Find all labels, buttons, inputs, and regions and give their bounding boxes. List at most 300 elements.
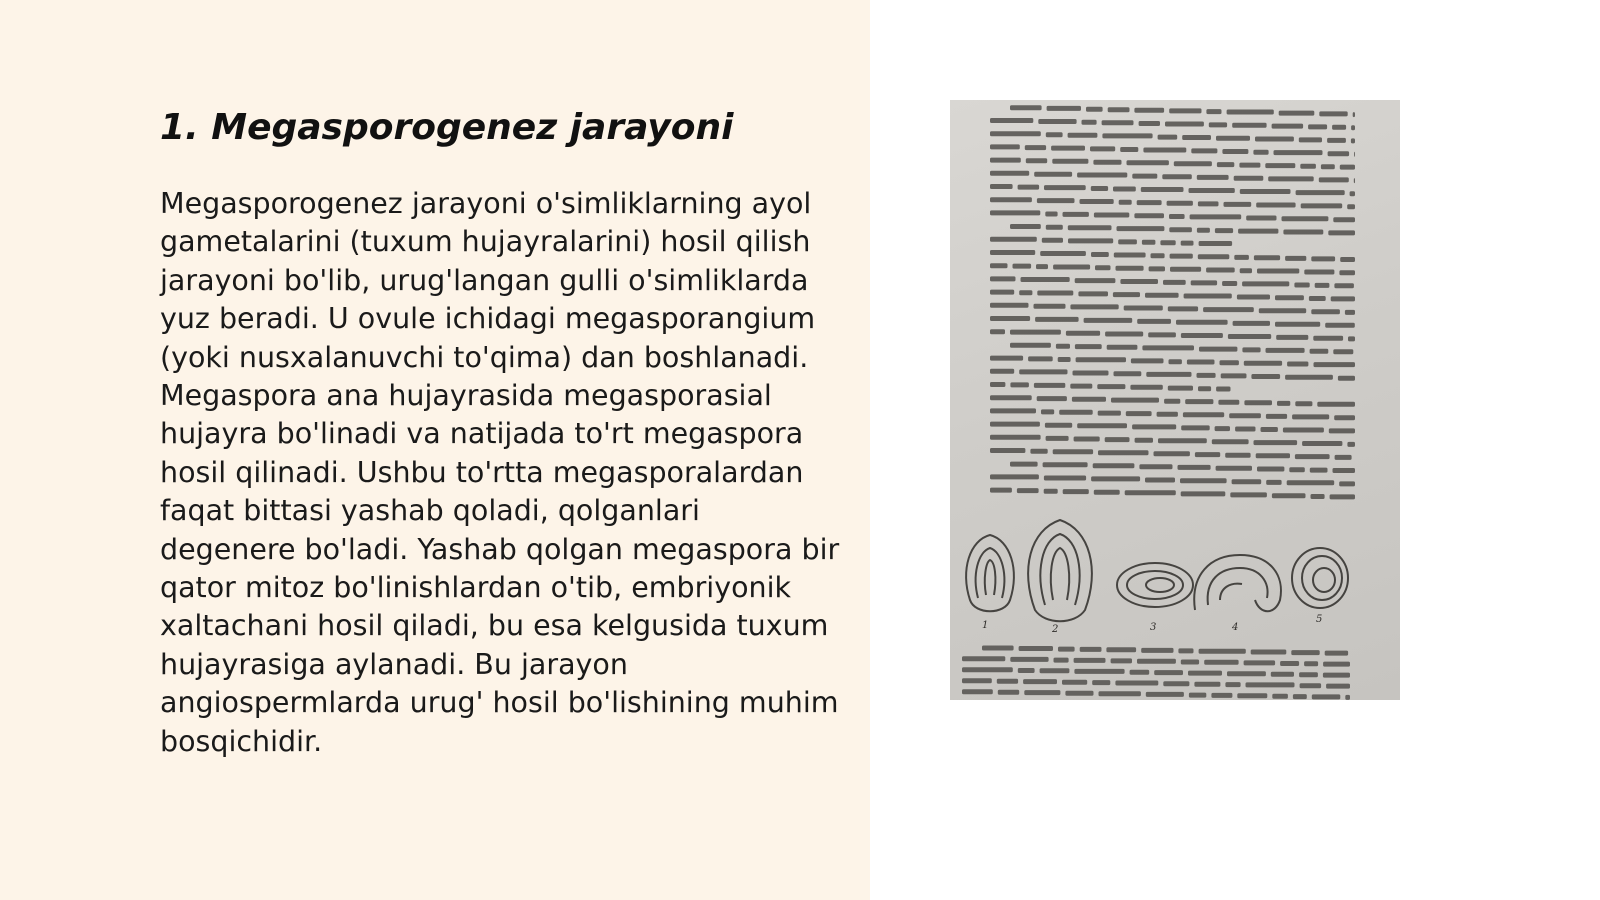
printed-text-line bbox=[1013, 264, 1032, 269]
printed-text-line bbox=[1034, 304, 1066, 309]
printed-text-line bbox=[1063, 212, 1089, 217]
ovule-illustrations bbox=[966, 520, 1348, 621]
printed-text-line bbox=[1282, 216, 1329, 221]
printed-text-line bbox=[990, 408, 1036, 413]
printed-text-line bbox=[1080, 199, 1114, 204]
printed-text-line bbox=[1176, 320, 1228, 325]
printed-text-line bbox=[990, 422, 1040, 427]
printed-text-line bbox=[1275, 322, 1320, 327]
printed-text-line bbox=[1321, 164, 1335, 169]
printed-text-line bbox=[1351, 138, 1355, 143]
printed-text-line bbox=[1287, 480, 1335, 485]
printed-text-line bbox=[1274, 150, 1323, 155]
printed-text-line bbox=[990, 210, 1040, 215]
printed-text-line bbox=[1353, 112, 1355, 117]
printed-text-line bbox=[1139, 121, 1160, 126]
printed-text-line bbox=[1046, 132, 1063, 137]
printed-text-line bbox=[1354, 178, 1355, 183]
printed-text-line bbox=[1312, 694, 1341, 699]
printed-text-line bbox=[1051, 146, 1085, 151]
figure-number: 5 bbox=[1316, 614, 1323, 625]
printed-text-line bbox=[1165, 122, 1204, 127]
printed-text-line bbox=[990, 144, 1020, 149]
printed-text-line bbox=[1199, 241, 1233, 246]
printed-text-line bbox=[1034, 383, 1065, 388]
printed-text-line bbox=[1035, 317, 1079, 322]
printed-text-line bbox=[1328, 151, 1350, 156]
printed-text-line bbox=[1191, 280, 1217, 285]
printed-text-line bbox=[1255, 137, 1294, 142]
printed-text-line bbox=[1010, 330, 1061, 335]
printed-text-line bbox=[1313, 336, 1343, 341]
printed-text-line bbox=[1162, 174, 1192, 179]
printed-text-line bbox=[1221, 373, 1247, 378]
printed-text-line bbox=[1113, 292, 1140, 297]
printed-text-line bbox=[1294, 283, 1309, 288]
printed-text-line bbox=[1132, 424, 1176, 429]
printed-text-line bbox=[1332, 125, 1346, 130]
printed-text-line bbox=[1062, 680, 1087, 685]
printed-text-line bbox=[1053, 449, 1093, 454]
printed-text-line bbox=[1198, 254, 1230, 259]
printed-text-line bbox=[1184, 294, 1232, 299]
printed-text-line bbox=[1070, 304, 1118, 309]
printed-text-line bbox=[1093, 160, 1121, 165]
printed-text-line bbox=[1094, 490, 1120, 495]
printed-text-line bbox=[1195, 452, 1220, 457]
printed-text-line bbox=[1120, 279, 1158, 284]
printed-text-line bbox=[1253, 150, 1268, 155]
printed-text-line bbox=[1285, 256, 1306, 261]
printed-text-line bbox=[1326, 684, 1350, 689]
printed-text-line bbox=[1158, 438, 1207, 443]
printed-text-line bbox=[1114, 371, 1142, 376]
printed-text-line bbox=[1082, 120, 1097, 125]
printed-text-line bbox=[1044, 489, 1058, 494]
printed-text-line bbox=[1319, 177, 1349, 182]
printed-text-line bbox=[1199, 649, 1246, 654]
printed-text-line bbox=[1111, 658, 1132, 663]
printed-text-line bbox=[1259, 308, 1306, 313]
printed-text-line bbox=[1041, 409, 1054, 414]
printed-text-line bbox=[990, 263, 1008, 268]
printed-text-line bbox=[1028, 356, 1053, 361]
printed-text-line bbox=[1225, 453, 1250, 458]
printed-text-line bbox=[1137, 319, 1171, 324]
printed-text-line bbox=[1070, 384, 1092, 389]
printed-text-line bbox=[1215, 426, 1230, 431]
printed-text-line bbox=[1311, 494, 1325, 499]
printed-text-line bbox=[1169, 108, 1201, 113]
printed-text-line bbox=[1077, 173, 1127, 178]
printed-text-line bbox=[1325, 323, 1355, 328]
printed-text-line bbox=[1197, 373, 1216, 378]
printed-text-line bbox=[1310, 468, 1328, 473]
printed-text-line bbox=[1216, 387, 1230, 392]
printed-text-line bbox=[1094, 213, 1129, 218]
printed-text-line bbox=[1222, 281, 1237, 286]
printed-text-line bbox=[1098, 411, 1121, 416]
printed-text-line bbox=[1338, 376, 1355, 381]
printed-text-line bbox=[1180, 478, 1227, 483]
printed-text-line bbox=[1256, 203, 1295, 208]
printed-text-line bbox=[1265, 163, 1295, 168]
printed-text-line bbox=[990, 171, 1029, 176]
printed-text-line bbox=[1119, 200, 1132, 205]
printed-text-line bbox=[1300, 164, 1316, 169]
printed-text-line bbox=[1181, 425, 1210, 430]
printed-text-line bbox=[1072, 397, 1106, 402]
printed-text-line bbox=[1142, 240, 1156, 245]
printed-text-line bbox=[1266, 348, 1305, 353]
printed-text-line bbox=[1074, 669, 1124, 674]
printed-text-line bbox=[1168, 386, 1193, 391]
printed-text-line bbox=[990, 316, 1030, 321]
printed-text-line bbox=[1190, 214, 1242, 219]
slide-title: 1. Megasporogenez jarayoni bbox=[160, 107, 734, 148]
printed-text-line bbox=[1224, 202, 1252, 207]
printed-text-line bbox=[997, 679, 1018, 684]
printed-text-line bbox=[1010, 224, 1041, 229]
printed-text-line bbox=[962, 667, 1013, 672]
figure-number-labels bbox=[982, 614, 1322, 635]
printed-text-line bbox=[1068, 238, 1113, 243]
printed-text-line bbox=[1311, 256, 1335, 261]
printed-text-line bbox=[1102, 133, 1152, 138]
printed-text-line bbox=[990, 250, 1035, 255]
printed-text-line bbox=[1334, 415, 1355, 420]
printed-text-line bbox=[1189, 188, 1235, 193]
printed-text-line bbox=[1077, 423, 1127, 428]
printed-text-line bbox=[982, 646, 1014, 651]
printed-text-line bbox=[1230, 492, 1267, 497]
printed-text-line bbox=[1333, 468, 1356, 473]
printed-text-line bbox=[1189, 693, 1206, 698]
printed-text-line bbox=[1240, 189, 1291, 194]
printed-text-line bbox=[1046, 436, 1069, 441]
printed-text-line bbox=[990, 474, 1039, 479]
printed-text-line bbox=[1350, 191, 1355, 196]
printed-text-line bbox=[1010, 462, 1038, 467]
printed-text-line bbox=[1203, 307, 1254, 312]
printed-text-line bbox=[1124, 306, 1163, 311]
printed-text-line bbox=[1010, 105, 1042, 110]
printed-text-line bbox=[1108, 107, 1130, 112]
printed-text-line bbox=[1272, 493, 1306, 498]
printed-text-line bbox=[1154, 451, 1190, 456]
printed-text-line bbox=[1181, 333, 1223, 338]
printed-text-line bbox=[1117, 226, 1165, 231]
printed-text-line bbox=[1317, 402, 1355, 407]
printed-text-line bbox=[1023, 679, 1057, 684]
printed-text-line bbox=[1106, 647, 1136, 652]
printed-text-line bbox=[1314, 362, 1356, 367]
printed-text-line bbox=[1212, 439, 1249, 444]
printed-text-line bbox=[1125, 490, 1176, 495]
printed-text-line bbox=[1277, 401, 1290, 406]
printed-text-line bbox=[990, 356, 1023, 361]
printed-text-line bbox=[1295, 454, 1330, 459]
printed-text-line bbox=[1225, 682, 1240, 687]
printed-text-line bbox=[1183, 412, 1224, 417]
printed-text-line bbox=[1191, 148, 1217, 153]
printed-text-line bbox=[1216, 466, 1252, 471]
printed-text-line bbox=[1116, 266, 1144, 271]
printed-text-line bbox=[1145, 293, 1179, 298]
printed-text-line bbox=[1058, 647, 1075, 652]
printed-text-line bbox=[1170, 254, 1193, 259]
printed-text-line bbox=[1232, 479, 1262, 484]
printed-text-line bbox=[1024, 690, 1060, 695]
printed-text-line bbox=[1319, 111, 1347, 116]
printed-text-line bbox=[990, 276, 1016, 281]
printed-text-line bbox=[1345, 310, 1355, 315]
printed-text-line bbox=[1285, 375, 1333, 380]
printed-text-line bbox=[1102, 120, 1134, 125]
printed-text-line bbox=[1235, 427, 1255, 432]
printed-text-line bbox=[1222, 149, 1248, 154]
printed-text-line bbox=[1127, 160, 1169, 165]
printed-text-line bbox=[1292, 414, 1329, 419]
printed-text-line bbox=[1333, 349, 1353, 354]
printed-text-line bbox=[1299, 137, 1322, 142]
printed-text-line bbox=[1325, 651, 1348, 656]
printed-text-line bbox=[990, 435, 1041, 440]
printed-text-line bbox=[1137, 200, 1162, 205]
printed-text-line bbox=[1010, 343, 1051, 348]
printed-text-line bbox=[1137, 659, 1176, 664]
printed-text-line bbox=[1345, 695, 1350, 700]
printed-text-line bbox=[990, 369, 1014, 374]
printed-text-line bbox=[1086, 107, 1103, 112]
printed-text-line bbox=[1209, 122, 1227, 127]
printed-text-line bbox=[1037, 291, 1073, 296]
printed-text-line bbox=[1091, 476, 1140, 481]
printed-text-line bbox=[1216, 136, 1250, 141]
printed-text-line bbox=[1053, 265, 1090, 270]
printed-text-line bbox=[1149, 266, 1165, 271]
printed-text-line bbox=[1046, 225, 1063, 230]
printed-text-line bbox=[1092, 680, 1110, 685]
printed-text-line bbox=[1339, 481, 1355, 486]
printed-text-line bbox=[1040, 251, 1086, 256]
printed-text-line bbox=[1254, 440, 1298, 445]
printed-text-line bbox=[1199, 347, 1237, 352]
printed-text-line bbox=[1272, 694, 1288, 699]
printed-text-line bbox=[1118, 239, 1137, 244]
printed-text-line bbox=[990, 184, 1013, 189]
printed-text-line bbox=[1045, 212, 1057, 217]
printed-text-line bbox=[1164, 399, 1180, 404]
printed-text-line bbox=[990, 290, 1014, 295]
printed-text-line bbox=[990, 395, 1032, 400]
printed-text-line bbox=[1036, 264, 1048, 269]
printed-text-line bbox=[1025, 145, 1046, 150]
printed-text-line bbox=[1220, 360, 1239, 365]
printed-text-line bbox=[1266, 414, 1287, 419]
printed-text-line bbox=[1300, 683, 1322, 688]
printed-text-line bbox=[1197, 175, 1229, 180]
printed-text-line bbox=[990, 303, 1029, 308]
printed-text-line bbox=[1283, 230, 1323, 235]
printed-text-line bbox=[1141, 187, 1184, 192]
printed-text-line bbox=[1257, 467, 1284, 472]
printed-text-line bbox=[1339, 270, 1355, 275]
printed-text-line bbox=[1017, 488, 1039, 493]
printed-text-line bbox=[1239, 163, 1260, 168]
printed-text-line bbox=[1218, 400, 1239, 405]
printed-text-line bbox=[1246, 216, 1276, 221]
printed-text-line bbox=[1328, 230, 1355, 235]
printed-text-line bbox=[1301, 203, 1343, 208]
printed-text-line bbox=[1080, 647, 1102, 652]
printed-text-line bbox=[1105, 332, 1143, 337]
printed-text-line bbox=[1295, 401, 1312, 406]
printed-text-line bbox=[1076, 357, 1126, 362]
printed-text-line bbox=[1234, 176, 1264, 181]
printed-text-line bbox=[1271, 672, 1294, 677]
printed-text-line bbox=[1054, 658, 1069, 663]
printed-text-line bbox=[1327, 138, 1346, 143]
printed-text-line bbox=[1261, 427, 1278, 432]
printed-text-line bbox=[1132, 174, 1157, 179]
printed-text-line bbox=[1043, 462, 1088, 467]
figure-number: 3 bbox=[1150, 622, 1157, 633]
printed-text-line bbox=[1257, 269, 1299, 274]
printed-text-line bbox=[1134, 213, 1164, 218]
printed-text-line bbox=[1206, 109, 1221, 114]
printed-text-line bbox=[1291, 650, 1319, 655]
printed-text-line bbox=[1018, 185, 1040, 190]
printed-text-line bbox=[1266, 480, 1281, 485]
printed-text-line bbox=[1304, 270, 1334, 275]
printed-text-line bbox=[1068, 225, 1112, 230]
printed-text-line bbox=[1293, 694, 1307, 699]
printed-text-line bbox=[1311, 309, 1340, 314]
printed-text-line bbox=[1056, 344, 1070, 349]
printed-text-line bbox=[1170, 267, 1201, 272]
printed-text-line bbox=[1331, 296, 1355, 301]
printed-text-line bbox=[1287, 362, 1308, 367]
printed-text-line bbox=[1135, 438, 1153, 443]
printed-text-line bbox=[1074, 658, 1106, 663]
printed-text-line bbox=[1304, 661, 1318, 666]
printed-text-line bbox=[990, 118, 1033, 123]
printed-text-line bbox=[1010, 382, 1029, 387]
printed-text-line bbox=[1099, 691, 1141, 696]
printed-text-line bbox=[1228, 334, 1271, 339]
printed-text-line bbox=[1130, 385, 1162, 390]
printed-text-line bbox=[1256, 453, 1290, 458]
printed-text-line bbox=[1299, 672, 1318, 677]
printed-text-line bbox=[1098, 450, 1149, 455]
figure-number: 4 bbox=[1232, 622, 1239, 633]
printed-text-line bbox=[1160, 240, 1175, 245]
printed-text-line bbox=[1251, 650, 1287, 655]
printed-text-line bbox=[1078, 291, 1108, 296]
printed-text-line bbox=[1335, 455, 1352, 460]
printed-text-line bbox=[1206, 268, 1235, 273]
printed-text-line bbox=[1227, 671, 1266, 676]
printed-text-line bbox=[1254, 255, 1280, 260]
printed-text-line bbox=[1302, 441, 1342, 446]
printed-text-line bbox=[1040, 668, 1070, 673]
printed-text-line bbox=[990, 131, 1041, 136]
printed-text-line bbox=[1268, 176, 1314, 181]
printed-text-line bbox=[1234, 255, 1249, 260]
printed-text-line bbox=[1232, 123, 1266, 128]
printed-text-line bbox=[1113, 187, 1136, 192]
printed-text-line bbox=[1075, 278, 1116, 283]
printed-text-line bbox=[1296, 190, 1345, 195]
printed-text-line bbox=[1115, 681, 1158, 686]
printed-text-line bbox=[1052, 159, 1088, 164]
printed-text-line bbox=[998, 690, 1019, 695]
printed-text-line bbox=[1126, 411, 1152, 416]
printed-text-line bbox=[1333, 217, 1355, 222]
printed-text-line bbox=[1038, 119, 1076, 124]
printed-text-line bbox=[1019, 290, 1032, 295]
printed-text-line bbox=[1095, 265, 1111, 270]
printed-text-line bbox=[1091, 252, 1109, 257]
printed-text-line bbox=[1229, 413, 1261, 418]
printed-text-line bbox=[1019, 369, 1067, 374]
printed-text-line bbox=[1198, 386, 1211, 391]
printed-text-line bbox=[1347, 442, 1355, 447]
printed-text-line bbox=[1227, 110, 1274, 115]
printed-text-line bbox=[1181, 660, 1199, 665]
printed-text-line bbox=[1114, 253, 1146, 258]
printed-text-line bbox=[1139, 464, 1172, 469]
printed-text-line bbox=[962, 689, 993, 694]
printed-text-line bbox=[1045, 423, 1072, 428]
printed-text-line bbox=[1143, 148, 1186, 153]
printed-text-line bbox=[962, 678, 992, 683]
printed-text-line bbox=[1141, 648, 1173, 653]
printed-text-line bbox=[1187, 360, 1215, 365]
printed-text-line bbox=[1163, 681, 1189, 686]
printed-text-line bbox=[1242, 347, 1260, 352]
printed-text-line bbox=[1146, 692, 1184, 697]
printed-text-line bbox=[1021, 277, 1070, 282]
printed-text-line bbox=[1131, 358, 1164, 363]
printed-text-line bbox=[1111, 398, 1159, 403]
printed-text-line bbox=[990, 197, 1032, 202]
printed-text-line bbox=[1340, 257, 1355, 262]
printed-text-line bbox=[990, 448, 1025, 453]
printed-text-line bbox=[990, 237, 1037, 242]
printed-text-line bbox=[1030, 449, 1047, 454]
printed-text-line bbox=[1251, 374, 1280, 379]
printed-text-line bbox=[1211, 693, 1232, 698]
printed-text-line bbox=[1010, 657, 1048, 662]
printed-text-line bbox=[1058, 357, 1071, 362]
printed-text-line bbox=[1157, 412, 1178, 417]
printed-text-line bbox=[1348, 336, 1355, 341]
textbook-page-image bbox=[950, 100, 1400, 700]
printed-text-line bbox=[1168, 306, 1198, 311]
printed-text-line bbox=[1188, 671, 1222, 676]
printed-text-line bbox=[1148, 332, 1176, 337]
printed-text-line bbox=[1019, 646, 1053, 651]
printed-text-line bbox=[1181, 241, 1194, 246]
printed-text-line bbox=[1244, 400, 1272, 405]
printed-text-line bbox=[1194, 682, 1220, 687]
printed-text-line bbox=[1204, 660, 1238, 665]
printed-text-line bbox=[1134, 108, 1164, 113]
printed-text-line bbox=[1044, 476, 1086, 481]
printed-text-line bbox=[1151, 253, 1165, 258]
